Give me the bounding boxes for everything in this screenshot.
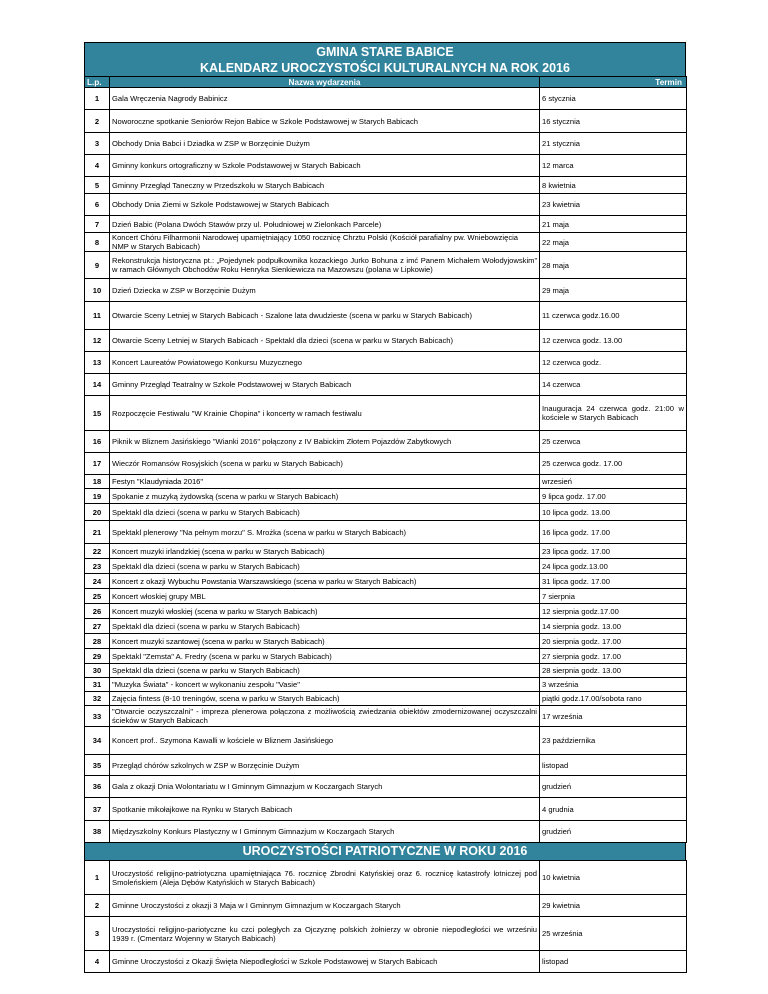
calendar-sheet (84, 42, 686, 973)
patriotic-section-title: UROCZYSTOŚCI PATRIOTYCZNE W ROKU 2016 (84, 843, 686, 860)
event-row (85, 133, 687, 155)
event-term: 21 maja (540, 216, 687, 233)
event-name: Spektakl dla dzieci (scena w parku w Starych Babicach) (110, 504, 540, 521)
row-number: 1 (85, 861, 110, 895)
event-term: listopad (540, 755, 687, 776)
event-row (85, 216, 687, 233)
row-number: 34 (85, 727, 110, 755)
event-term: 9 lipca godz. 17.00 (540, 489, 687, 504)
event-row (85, 692, 687, 706)
event-term: 8 kwietnia (540, 177, 687, 194)
event-name: Spektakl plenerowy "Na pełnym morzu" S. Mrożka (scena w parku w Starych Babicach) (110, 521, 540, 544)
event-name: Gminne Uroczystości z okazji 3 Maja w I Gminnym Gimnazjum w Koczargach Starych (110, 895, 540, 917)
row-number: 35 (85, 755, 110, 776)
event-term: 28 maja (540, 252, 687, 279)
event-term: 25 czerwca (540, 431, 687, 453)
event-term: 12 sierpnia godz.17.00 (540, 604, 687, 619)
row-number: 25 (85, 589, 110, 604)
event-name: Spektakl dla dzieci (scena w parku w Starych Babicach) (110, 559, 540, 574)
event-row (85, 88, 687, 110)
row-number: 16 (85, 431, 110, 453)
row-number: 4 (85, 155, 110, 177)
events-header-row (85, 77, 687, 88)
row-number: 38 (85, 821, 110, 843)
event-row (85, 475, 687, 489)
row-number: 36 (85, 776, 110, 798)
row-number: 7 (85, 216, 110, 233)
event-term: 21 stycznia (540, 133, 687, 155)
title-calendar: KALENDARZ UROCZYSTOŚCI KULTURALNYCH NA ROK 2016 (200, 61, 570, 75)
event-term: 29 maja (540, 279, 687, 302)
row-number: 23 (85, 559, 110, 574)
event-row (85, 559, 687, 574)
event-term: 27 sierpnia godz. 17.00 (540, 649, 687, 664)
row-number: 32 (85, 692, 110, 706)
event-name: Gala z okazji Dnia Wolontariatu w I Gminnym Gimnazjum w Koczargach Starych (110, 776, 540, 798)
row-number: 24 (85, 574, 110, 589)
event-term: Inauguracja 24 czerwca godz. 21:00 w kościele w Starych Babicach (540, 396, 687, 431)
event-row (85, 678, 687, 692)
event-row (85, 330, 687, 352)
event-row (85, 589, 687, 604)
event-term: 6 stycznia (540, 88, 687, 110)
event-row (85, 453, 687, 475)
row-number: 8 (85, 233, 110, 252)
row-number: 4 (85, 951, 110, 973)
patriotic-row (85, 895, 687, 917)
event-row (85, 489, 687, 504)
event-name: Gminne Uroczystości z Okazji Święta Niepodległości w Szkole Podstawowej w Starych Babicach (110, 951, 540, 973)
event-name: Koncert muzyki włoskiej (scena w parku w Starych Babicach) (110, 604, 540, 619)
event-row (85, 574, 687, 589)
row-number: 28 (85, 634, 110, 649)
event-term: 12 marca (540, 155, 687, 177)
row-number: 3 (85, 133, 110, 155)
event-row (85, 755, 687, 776)
row-number: 33 (85, 706, 110, 727)
event-term: 23 października (540, 727, 687, 755)
event-term: grudzień (540, 776, 687, 798)
event-row (85, 374, 687, 396)
event-name: Koncert Chóru Filharmonii Narodowej upamiętniający 1050 rocznicę Chrztu Polski (Kościół parafialny pw. Wniebowzięcia NMP w Starych Babicach) (110, 233, 540, 252)
event-row (85, 110, 687, 133)
event-term: 23 lipca godz. 17.00 (540, 544, 687, 559)
event-name: Uroczystość religijno-patriotyczna upamiętniająca 76. rocznicę Zbrodni Katyńskiej oraz 6. rocznicę katastrofy lotniczej pod Smoleńskiem (Aleja Dębów Katyńskich w Starych Babicach) (110, 861, 540, 895)
event-term: 25 września (540, 917, 687, 951)
row-number: 9 (85, 252, 110, 279)
event-row (85, 521, 687, 544)
event-name: Gala Wręczenia Nagrody Babinicz (110, 88, 540, 110)
row-number: 10 (85, 279, 110, 302)
patriotic-row (85, 951, 687, 973)
event-row (85, 155, 687, 177)
event-name: Koncert Laureatów Powiatowego Konkursu Muzycznego (110, 352, 540, 374)
row-number: 22 (85, 544, 110, 559)
event-term: 14 czerwca (540, 374, 687, 396)
row-number: 27 (85, 619, 110, 634)
event-name: Piknik w Bliznem Jasińskiego "Wianki 2016" połączony z IV Babickim Złotem Pojazdów Zabytkowych (110, 431, 540, 453)
row-number: 18 (85, 475, 110, 489)
title-municipality: GMINA STARE BABICE (316, 45, 454, 59)
event-name: Spektakl dla dzieci (scena w parku w Starych Babicach) (110, 664, 540, 678)
event-name: Koncert muzyki irlandzkiej (scena w parku w Starych Babicach) (110, 544, 540, 559)
event-term: 20 sierpnia godz. 17.00 (540, 634, 687, 649)
event-term: 10 lipca godz. 13.00 (540, 504, 687, 521)
row-number: 11 (85, 302, 110, 330)
row-number: 2 (85, 895, 110, 917)
event-term: 24 lipca godz.13.00 (540, 559, 687, 574)
event-row (85, 352, 687, 374)
event-row (85, 544, 687, 559)
event-row (85, 177, 687, 194)
event-name: Uroczystości religijno-pariotyczne ku czci poległych za Ojczyznę polskich żołnierzy w obronie niepodległości we wrześniu 1939 r. (Cmentarz Wojenny w Starych Babicach) (110, 917, 540, 951)
event-name: Międzyszkolny Konkurs Plastyczny w I Gminnym Gimnazjum w Koczargach Starych (110, 821, 540, 843)
event-row (85, 252, 687, 279)
event-name: Koncert włoskiej grupy MBL (110, 589, 540, 604)
event-name: Wieczór Romansów Rosyjskich (scena w parku w Starych Babicach) (110, 453, 540, 475)
row-number: 37 (85, 798, 110, 821)
event-term: 23 kwietnia (540, 194, 687, 216)
event-row (85, 233, 687, 252)
event-row (85, 279, 687, 302)
column-header-name: Nazwa wydarzenia (110, 77, 540, 88)
row-number: 6 (85, 194, 110, 216)
event-row (85, 649, 687, 664)
event-row (85, 604, 687, 619)
patriotic-table (84, 860, 687, 973)
event-row (85, 431, 687, 453)
event-term: 22 maja (540, 233, 687, 252)
event-term: 10 kwietnia (540, 861, 687, 895)
event-row (85, 302, 687, 330)
event-term: 25 czerwca godz. 17.00 (540, 453, 687, 475)
event-name: Koncert prof.. Szymona Kawalli w kościele w Bliznem Jasińskiego (110, 727, 540, 755)
row-number: 13 (85, 352, 110, 374)
row-number: 26 (85, 604, 110, 619)
row-number: 15 (85, 396, 110, 431)
row-number: 17 (85, 453, 110, 475)
event-name: Koncert muzyki szantowej (scena w parku w Starych Babicach) (110, 634, 540, 649)
event-term: wrzesień (540, 475, 687, 489)
event-name: Gminny Przegląd Teatralny w Szkole Podstawowej w Starych Babicach (110, 374, 540, 396)
row-number: 12 (85, 330, 110, 352)
patriotic-body (85, 861, 687, 973)
row-number: 3 (85, 917, 110, 951)
event-term: 7 sierpnia (540, 589, 687, 604)
event-row (85, 821, 687, 843)
event-term: 31 lipca godz. 17.00 (540, 574, 687, 589)
event-name: Festyn "Klaudyniada 2016" (110, 475, 540, 489)
patriotic-row (85, 917, 687, 951)
event-row (85, 664, 687, 678)
event-name: "Muzyka Świata" - koncert w wykonaniu zespołu "Vasie" (110, 678, 540, 692)
row-number: 14 (85, 374, 110, 396)
event-name: Spokanie z muzyką żydowską (scena w parku w Starych Babicach) (110, 489, 540, 504)
event-term: 16 stycznia (540, 110, 687, 133)
event-name: Spotkanie mikołajkowe na Rynku w Starych Babicach (110, 798, 540, 821)
event-term: 28 sierpnia godz. 13.00 (540, 664, 687, 678)
event-term: 12 czerwca godz. (540, 352, 687, 374)
event-term: 29 kwietnia (540, 895, 687, 917)
row-number: 21 (85, 521, 110, 544)
event-name: Otwarcie Sceny Letniej w Starych Babicach - Spektakl dla dzieci (scena w parku w Starych Babicach) (110, 330, 540, 352)
row-number: 1 (85, 88, 110, 110)
event-name: "Otwarcie oczyszczalni" - impreza plenerowa połączona z możliwością zwiedzania obiektów zmodernizowanej oczyszczalni ścieków w Starych Babicach (110, 706, 540, 727)
event-name: Rekonstrukcja historyczna pt.: „Pojedynek podpułkownika kozackiego Jurko Bohuna z imć Panem Michałem Wołodyjowskim” w ramach Głównych Obchodów Roku Henryka Sienkiewicza na Mazowszu (polana w Lipkowie) (110, 252, 540, 279)
event-row (85, 706, 687, 727)
title-banner (84, 42, 686, 76)
event-term: piątki godz.17.00/sobota rano (540, 692, 687, 706)
event-term: 17 września (540, 706, 687, 727)
row-number: 30 (85, 664, 110, 678)
event-name: Dzień Dziecka w ZSP w Borzęcinie Dużym (110, 279, 540, 302)
event-name: Dzień Babic (Polana Dwóch Stawów przy ul. Południowej w Zielonkach Parcele) (110, 216, 540, 233)
event-row (85, 619, 687, 634)
event-name: Gminny Przegląd Taneczny w Przedszkolu w Starych Babicach (110, 177, 540, 194)
event-name: Obchody Dnia Ziemi w Szkole Podstawowej w Starych Babicach (110, 194, 540, 216)
row-number: 2 (85, 110, 110, 133)
row-number: 5 (85, 177, 110, 194)
event-row (85, 634, 687, 649)
events-body (85, 88, 687, 843)
patriotic-row (85, 861, 687, 895)
event-term: listopad (540, 951, 687, 973)
event-name: Obchody Dnia Babci i Dziadka w ZSP w Borzęcinie Dużym (110, 133, 540, 155)
event-term: 11 czerwca godz.16.00 (540, 302, 687, 330)
row-number: 29 (85, 649, 110, 664)
event-row (85, 396, 687, 431)
event-term: 12 czerwca godz. 13.00 (540, 330, 687, 352)
event-name: Spektakl dla dzieci (scena w parku w Starych Babicach) (110, 619, 540, 634)
event-name: Gminny konkurs ortograficzny w Szkole Podstawowej w Starych Babicach (110, 155, 540, 177)
event-name: Noworoczne spotkanie Seniorów Rejon Babice w Szkole Podstawowej w Starych Babicach (110, 110, 540, 133)
column-header-lp: L.p. (85, 77, 110, 88)
event-name: Otwarcie Sceny Letniej w Starych Babicach - Szalone lata dwudzieste (scena w parku w Starych Babicach) (110, 302, 540, 330)
event-name: Spektakl "Zemsta" A. Fredry (scena w parku w Starych Babicach) (110, 649, 540, 664)
row-number: 20 (85, 504, 110, 521)
row-number: 19 (85, 489, 110, 504)
event-term: 16 lipca godz. 17.00 (540, 521, 687, 544)
event-row (85, 727, 687, 755)
events-table (84, 76, 687, 843)
event-term: 14 sierpnia godz. 13.00 (540, 619, 687, 634)
event-name: Zajęcia fintess (8-10 treningów, scena w parku w Starych Babicach) (110, 692, 540, 706)
event-row (85, 798, 687, 821)
event-row (85, 504, 687, 521)
event-term: 4 grudnia (540, 798, 687, 821)
event-term: 3 września (540, 678, 687, 692)
event-name: Rozpoczęcie Festiwalu "W Krainie Chopina" i koncerty w ramach festiwalu (110, 396, 540, 431)
event-row (85, 194, 687, 216)
event-name: Koncert z okazji Wybuchu Powstania Warszawskiego (scena w parku w Starych Babicach) (110, 574, 540, 589)
column-header-term: Termin (540, 77, 687, 88)
row-number: 31 (85, 678, 110, 692)
event-row (85, 776, 687, 798)
event-name: Przegląd chórów szkolnych w ZSP w Borzęcinie Dużym (110, 755, 540, 776)
event-term: grudzień (540, 821, 687, 843)
